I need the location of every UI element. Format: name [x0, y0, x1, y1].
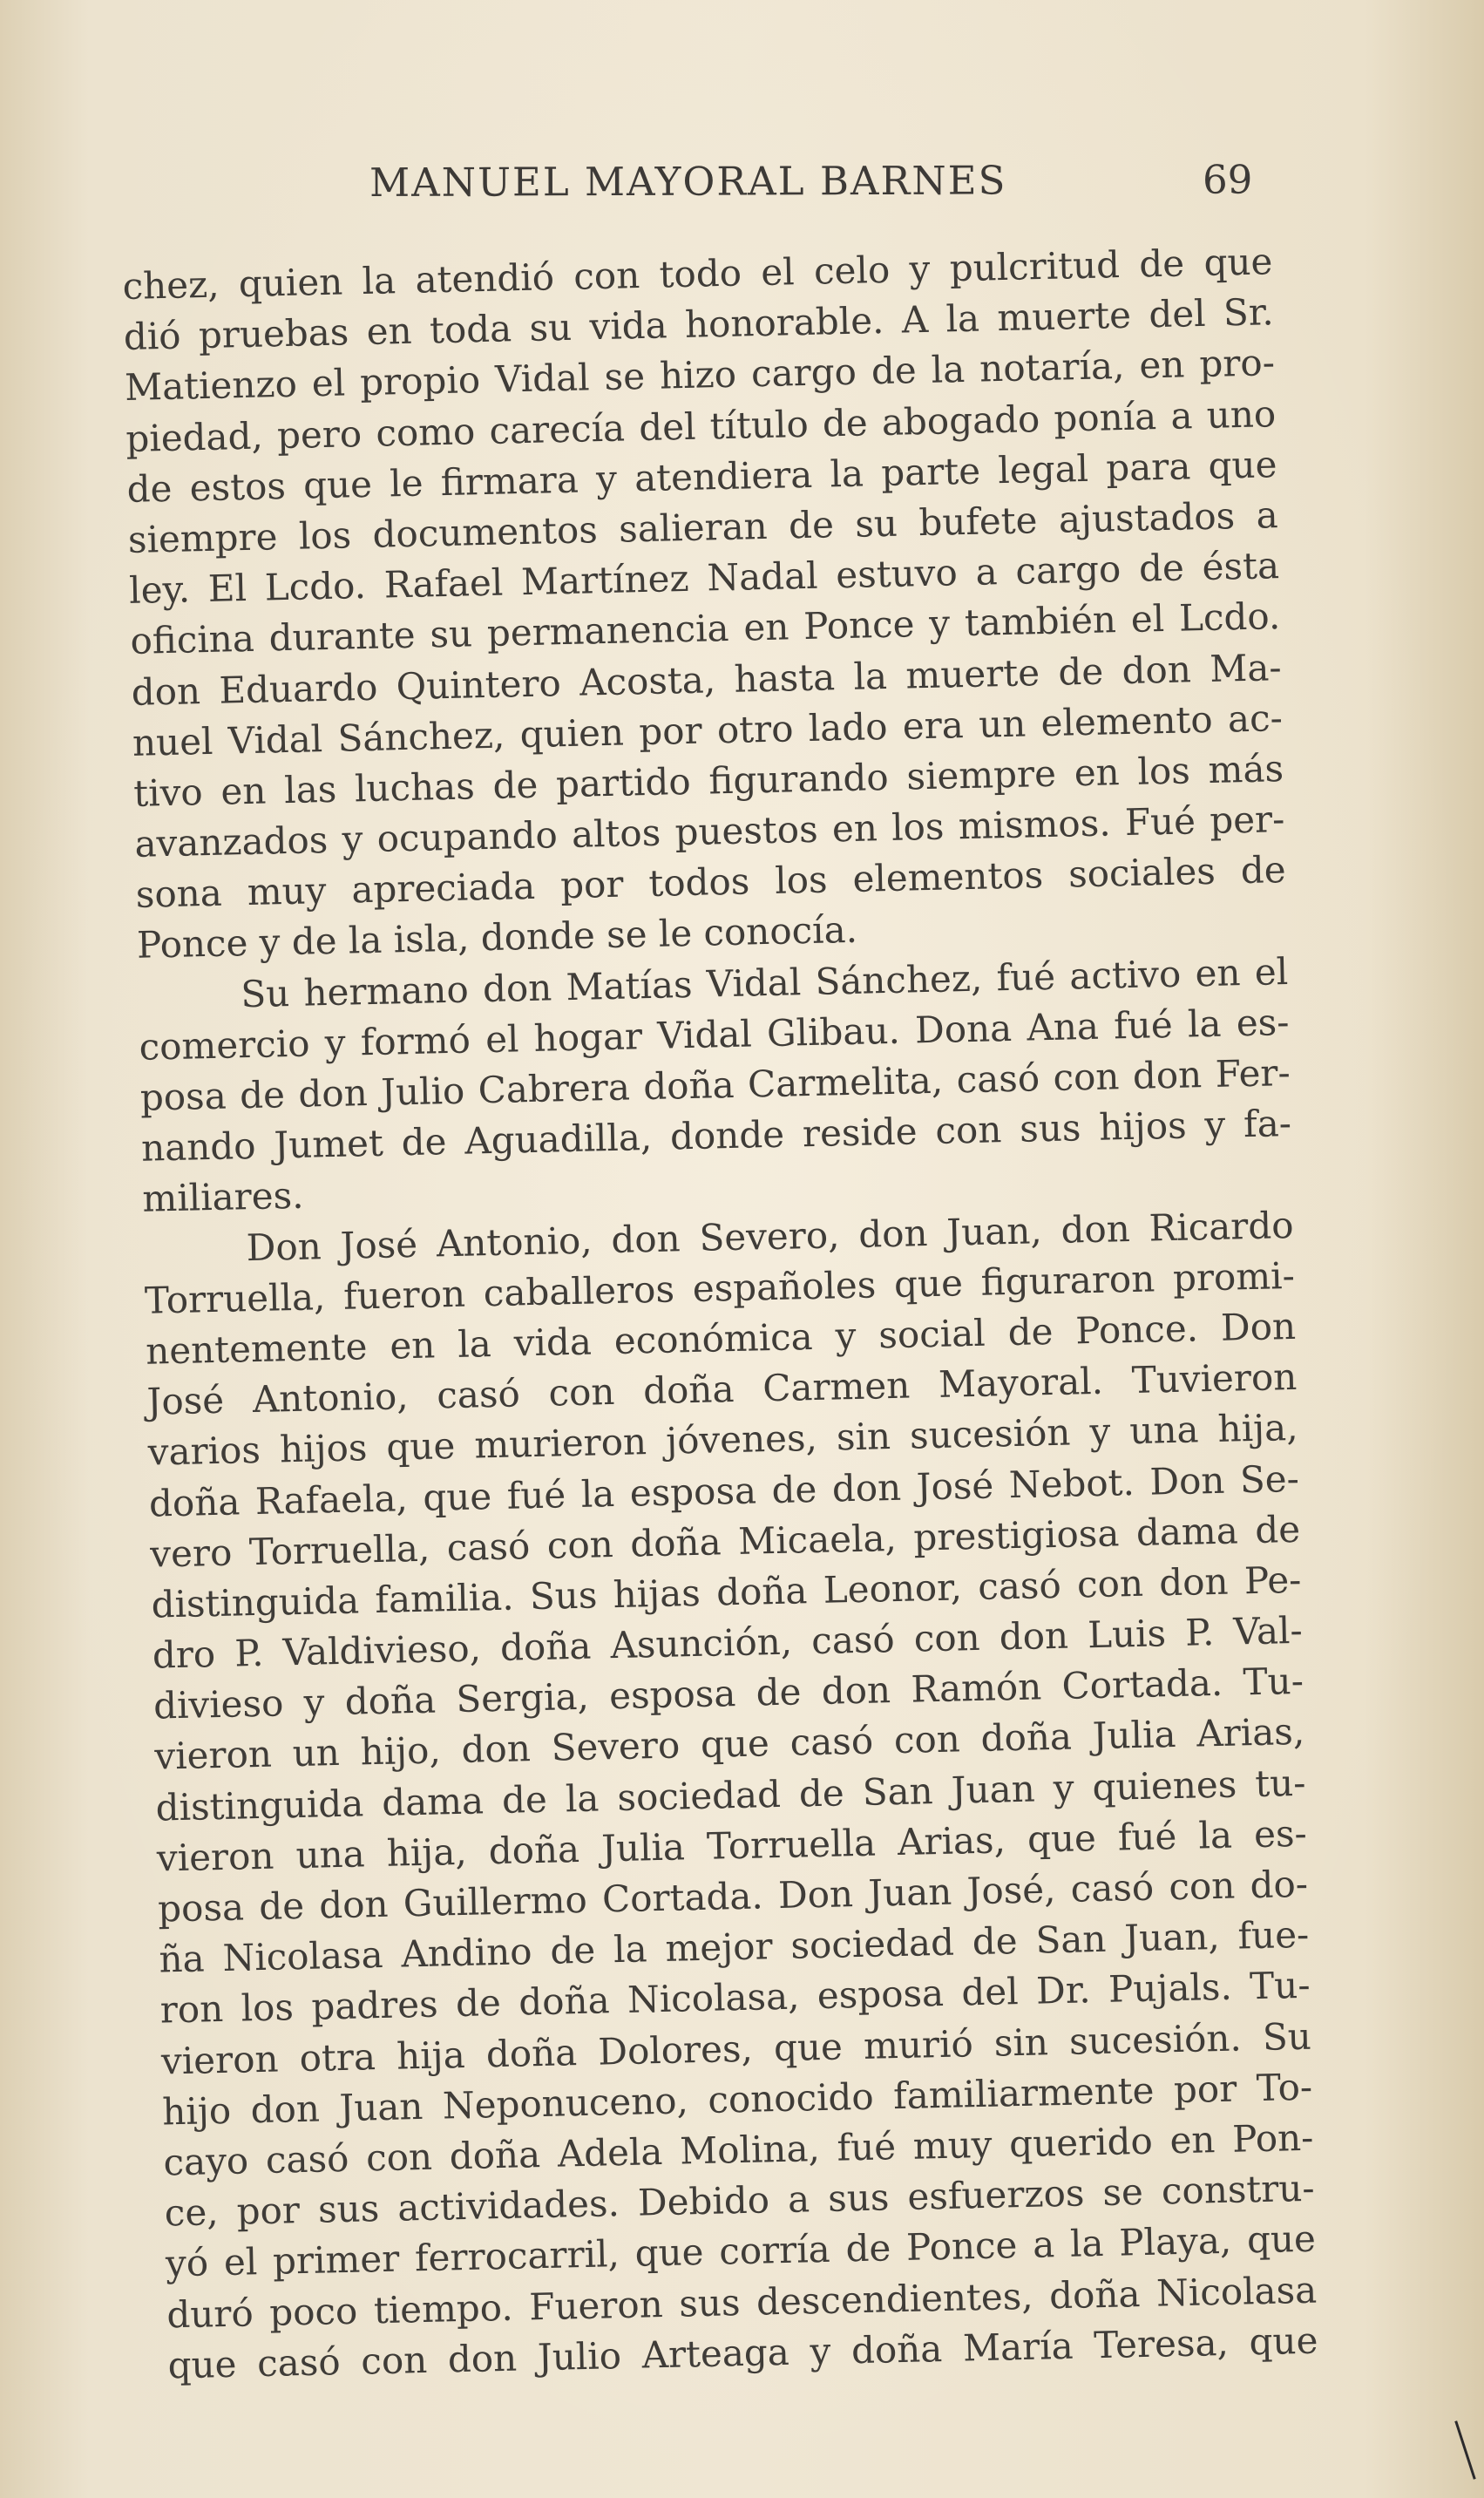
text-line: miliares. [141, 1174, 304, 1221]
text-line: posa de don Julio Cabrera doña Carmelita, casó con don Fer- [139, 1050, 1291, 1119]
text-line: Ponce y de la isla, donde se le conocía. [136, 908, 858, 967]
text-line: distinguida dama de la sociedad de San Juan y quienes tu- [155, 1761, 1306, 1829]
text-line: nentemente en la vida económica y social de Ponce. Don [145, 1304, 1297, 1373]
text-line: cayo casó con doña Adela Molina, fué muy querido en Pon- [163, 2115, 1314, 2184]
text-line: nando Jumet de Aguadilla, donde reside con sus hijos y fa- [140, 1102, 1292, 1170]
text-line: José Antonio, casó con doña Carmen Mayoral. Tuvieron [146, 1355, 1298, 1423]
text-line: doña Rafaela, que fué la esposa de don José Nebot. Don Se- [148, 1456, 1300, 1525]
page-number: 69 [1202, 156, 1253, 203]
text-line: Su hermano don Matías Vidal Sánchez, fué activo en el [240, 949, 1289, 1015]
text-line: distinguida familia. Sus hijas doña Leonor, casó con don Pe- [151, 1558, 1302, 1626]
text-line: comercio y formó el hogar Vidal Glibau. Dona Ana fué la es- [139, 1000, 1290, 1069]
page-header [369, 156, 1253, 221]
text-line: don Eduardo Quintero Acosta, hasta la muerte de don Ma- [131, 645, 1282, 714]
text-line: Don José Antonio, don Severo, don Juan, don Ricardo [246, 1203, 1294, 1269]
text-line: posa de don Guillermo Cortada. Don Juan José, casó con do- [157, 1862, 1309, 1931]
running-title: MANUEL MAYORAL BARNES [369, 157, 1007, 206]
text-line: dió pruebas en toda su vida honorable. A la muerte del Sr. [123, 290, 1275, 359]
body-text [122, 236, 1318, 2391]
text-line: duró poco tiempo. Fueron sus descendientes, doña Nicolasa [166, 2268, 1318, 2336]
page-edge-mark [1454, 2420, 1475, 2480]
text-line: Matienzo el propio Vidal se hizo cargo de la notaría, en pro- [124, 341, 1276, 410]
text-line: ña Nicolasa Andino de la mejor sociedad de San Juan, fue- [158, 1912, 1310, 1981]
text-line: yó el primer ferrocarril, que corría de Ponce a la Playa, que [165, 2216, 1317, 2285]
text-line: oficina durante su permanencia en Ponce y también el Lcdo. [129, 594, 1281, 663]
text-line: dro P. Valdivieso, doña Asunción, casó con don Luis P. Val- [152, 1608, 1304, 1677]
text-line: nuel Vidal Sánchez, quien por otro lado era un elemento ac- [132, 696, 1284, 764]
text-line: vieron otra hija doña Dolores, que murió sin sucesión. Su [160, 2014, 1312, 2083]
text-line: chez, quien la atendió con todo el celo y pulcritud de que [122, 240, 1273, 308]
text-line: Torruella, fueron caballeros españoles que figuraron promi- [144, 1253, 1296, 1322]
text-line: avanzados y ocupando altos puestos en los mismos. Fué per- [134, 798, 1285, 865]
text-line: tivo en las luchas de partido figurando siempre en los más [132, 746, 1284, 815]
text-line: siempre los documentos salieran de su bufete ajustados a [127, 493, 1279, 561]
text-line: divieso y doña Sergia, esposa de don Ramón Cortada. Tu- [152, 1660, 1304, 1728]
text-line: vero Torruella, casó con doña Micaela, prestigiosa dama de [149, 1507, 1301, 1576]
text-line: vieron un hijo, don Severo que casó con doña Julia Arias, [153, 1710, 1305, 1779]
text-line: de estos que le firmara y atendiera la parte legal para que [126, 442, 1277, 511]
text-line: vieron una hija, doña Julia Torruella Arias, que fué la es- [156, 1811, 1308, 1880]
text-line: ce, por sus actividades. Debido a sus esfuerzos se constru- [164, 2166, 1316, 2235]
text-line: hijo don Juan Neponuceno, conocido familiarmente por To- [161, 2065, 1313, 2134]
text-line: ley. El Lcdo. Rafael Martínez Nadal estuvo a cargo de ésta [128, 544, 1280, 613]
text-line: ron los padres de doña Nicolasa, esposa del Dr. Pujals. Tu- [159, 1964, 1311, 2032]
text-line: sona muy apreciada por todos los elementos sociales de [135, 848, 1287, 917]
text-line: piedad, pero como carecía del título de abogado ponía a uno [125, 391, 1277, 460]
text-line: varios hijos que murieron jóvenes, sin sucesión y una hija, [147, 1406, 1299, 1474]
text-line: que casó con don Julio Arteaga y doña María Teresa, que [167, 2318, 1318, 2387]
